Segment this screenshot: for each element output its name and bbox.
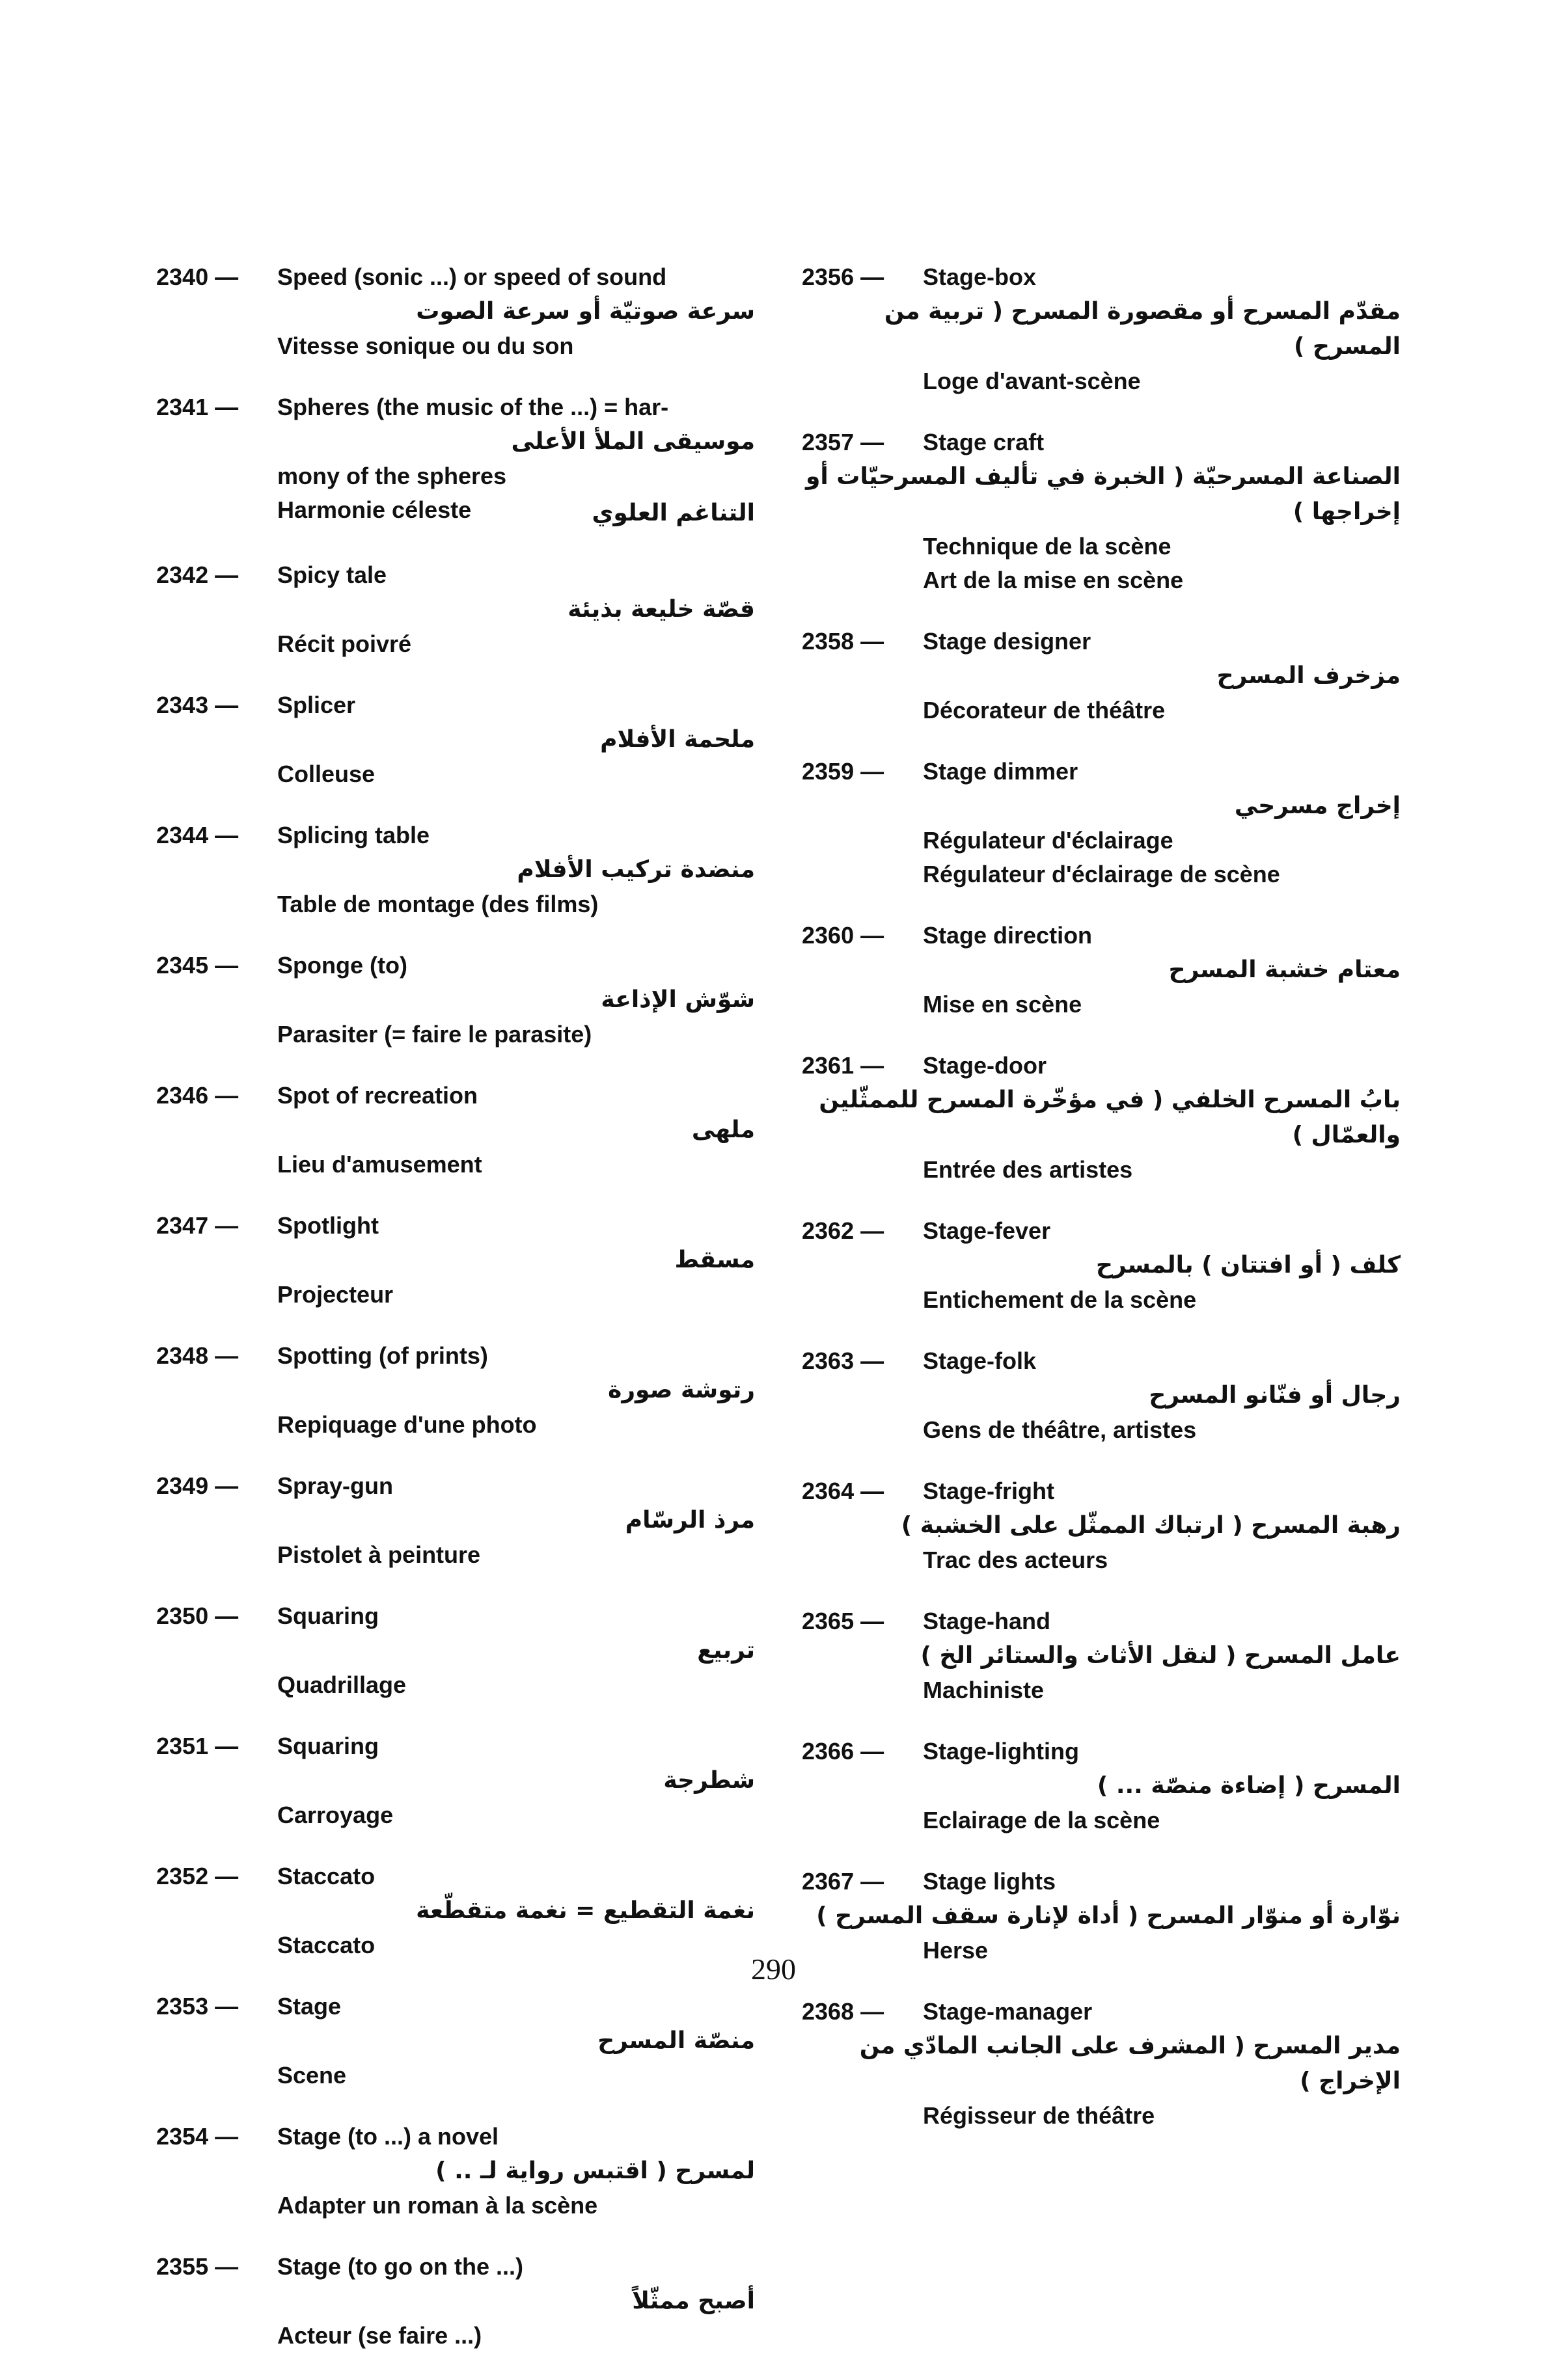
dictionary-entry [802,1604,1401,1707]
arabic-translation: مزخرف المسرح [1216,662,1401,689]
arabic-translation: معتام خشبة المسرح [1168,956,1401,983]
entry-number: 2342 — [156,561,239,588]
entry-headline [156,1859,755,1893]
entry-headline [802,919,1401,953]
entry-term: Stage-hand [923,1608,1051,1634]
entry-term: Stage lights [923,1868,1056,1895]
entry-number: 2368 — [802,1998,884,2025]
entry-headline [156,558,755,592]
entry-term: Spray-gun [277,1472,394,1499]
dictionary-entry [156,688,755,791]
arabic-translation: شوّش الإذاعة [601,986,755,1013]
arabic-translation: منضدة تركيب الأفلام [517,856,755,883]
entry-number: 2353 — [156,1993,239,2020]
entry-line: Entichement de la scène [923,1286,1197,1313]
entry-line: Projecteur [277,1281,394,1308]
entry-number: 2340 — [156,264,239,290]
dictionary-entry [156,818,755,921]
entry-headline [802,1995,1401,2029]
entry-headline [802,755,1401,789]
entry-number: 2343 — [156,692,239,718]
entry-term: Stage-box [923,264,1037,290]
dictionary-entry [802,1995,1401,2133]
entry-line: Régisseur de théâtre [923,2102,1155,2129]
dictionary-entry [156,1469,755,1572]
arabic-translation: منصّة المسرح [597,2027,755,2054]
arabic-translation: قصّة خليعة بذيئة [568,596,755,623]
entry-term: Squaring [277,1733,379,1759]
entry-headline [802,1735,1401,1768]
entry-term: Spicy tale [277,561,387,588]
dictionary-entry [156,1079,755,1182]
entry-line: Décorateur de théâtre [923,697,1166,723]
dictionary-entry [156,1859,755,1962]
dictionary-entry [802,1474,1401,1577]
arabic-translation: رتوشة صورة [608,1377,755,1403]
entry-term: Stage-fever [923,1217,1051,1244]
entry-headline [156,2250,755,2284]
arabic-translation: بابُ المسرح الخلفي ( في مؤخّرة المسرح للممثّلين والعمّال ) [819,1087,1401,1148]
entry-line: Staccato [277,1932,376,1958]
dictionary-entry [802,426,1401,597]
entry-headline [802,1344,1401,1378]
dictionary-entry [156,1990,755,2092]
entry-line: Eclairage de la scène [923,1807,1160,1833]
arabic-translation: مقدّم المسرح أو مقصورة المسرح ( تربية من المسرح ) [884,298,1401,360]
arabic-translation: أصبح ممثّلاً [632,2288,755,2314]
arabic-translation: الصناعة المسرحيّة ( الخبرة في تأليف المسرحيّات أو إخراجها ) [806,463,1401,525]
entry-number: 2362 — [802,1217,884,1244]
entry-line: Harmonie céleste [277,496,472,523]
entry-term: Stage dimmer [923,758,1078,785]
entry-term: Speed (sonic ...) or speed of sound [277,264,667,290]
entry-number: 2341 — [156,394,239,420]
entry-headline [802,1214,1401,1248]
entry-headline [802,1049,1401,1083]
entry-line: Pistolet à peinture [277,1541,481,1568]
entry-term: Spotlight [277,1212,379,1239]
dictionary-entry [802,1735,1401,1837]
entry-line: Entrée des artistes [923,1156,1133,1183]
entry-headline [156,390,755,424]
arabic-translation: شطرجة [663,1767,755,1794]
entry-line: mony of the spheres [277,463,507,489]
entry-term: Stage-folk [923,1347,1037,1374]
entry-line: Herse [923,1937,989,1964]
arabic-translation: عامل المسرح ( لنقل الأثاث والستائر الخ ) [920,1642,1401,1669]
entry-headline [156,688,755,722]
dictionary-entry [802,755,1401,891]
entry-term: Stage (to go on the ...) [277,2253,523,2280]
entry-line: Colleuse [277,761,376,787]
entry-line: Technique de la scène [923,533,1171,560]
entry-term: Sponge (to) [277,952,407,979]
dictionary-entry [802,625,1401,727]
entry-number: 2355 — [156,2253,239,2280]
entry-number: 2359 — [802,758,884,785]
entry-number: 2345 — [156,952,239,979]
entry-headline [156,949,755,982]
arabic-translation: نغمة التقطيع = نغمة متقطّعة [416,1897,755,1924]
entry-line: Gens de théâtre, artistes [923,1416,1197,1443]
arabic-translation-secondary: التناغم العلوي [592,500,755,526]
entry-number: 2358 — [802,628,884,655]
entry-term: Stage-door [923,1052,1047,1079]
entry-headline [802,426,1401,459]
dictionary-entry [802,919,1401,1021]
entry-number: 2350 — [156,1602,239,1629]
arabic-translation: موسيقى الملأ الأعلى [511,428,755,455]
entry-number: 2349 — [156,1472,239,1499]
entry-line: Machiniste [923,1677,1045,1703]
arabic-translation: رجال أو فنّانو المسرح [1149,1382,1401,1409]
entry-term: Splicer [277,692,356,718]
arabic-translation: مدير المسرح ( المشرف على الجانب المادّي من الإخراج ) [859,2033,1401,2094]
entry-line: Régulateur d'éclairage [923,827,1173,854]
dictionary-entry [156,2250,755,2353]
entry-number: 2365 — [802,1608,884,1634]
entry-term: Stage direction [923,922,1093,949]
entry-headline [156,818,755,852]
arabic-translation: رهبة المسرح ( ارتباك الممثّل على الخشبة ) [901,1512,1401,1539]
dictionary-entry [156,1599,755,1702]
dictionary-entry [156,2120,755,2223]
entry-line: Lieu d'amusement [277,1151,482,1178]
entry-term: Spot of recreation [277,1082,478,1109]
entry-headline [802,1604,1401,1638]
entry-number: 2357 — [802,429,884,455]
entry-term: Stage craft [923,429,1045,455]
dictionary-entry [156,949,755,1051]
entry-headline [802,1865,1401,1899]
entry-number: 2351 — [156,1733,239,1759]
entry-line: Repiquage d'une photo [277,1411,537,1438]
entry-line: Parasiter (= faire le parasite) [277,1021,592,1048]
entry-number: 2354 — [156,2123,239,2150]
entry-line: Table de montage (des films) [277,891,599,917]
entry-line: Trac des acteurs [923,1547,1108,1573]
dictionary-entry [156,260,755,363]
entry-headline [156,1469,755,1503]
entry-number: 2361 — [802,1052,884,1079]
arabic-translation: كلف ( أو افتتان ) بالمسرح [1096,1252,1401,1278]
arabic-translation: لمسرح ( اقتبس رواية لـ .. ) [435,2157,755,2184]
entry-number: 2346 — [156,1082,239,1109]
entry-number: 2364 — [802,1478,884,1504]
entry-term: Splicing table [277,822,430,848]
entry-line: Art de la mise en scène [923,567,1184,593]
entry-headline [802,625,1401,658]
right-column [802,260,1401,2160]
entry-term: Stage-manager [923,1998,1093,2025]
arabic-translation: نوّارة أو منوّار المسرح ( أداة لإنارة سقف المسرح ) [816,1902,1401,1929]
page-number: 290 [751,1953,796,1986]
entry-term: Staccato [277,1863,376,1889]
dictionary-entry [802,1049,1401,1187]
left-column [156,260,755,2380]
arabic-translation: تربيع [697,1637,755,1664]
entry-line: Acteur (se faire ...) [277,2322,482,2349]
entry-term: Stage [277,1993,342,2020]
entry-headline [802,260,1401,294]
entry-headline [156,1079,755,1113]
entry-term: Stage-lighting [923,1738,1079,1765]
entry-term: Spotting (of prints) [277,1342,488,1369]
entry-headline [156,1209,755,1243]
entry-line: Carroyage [277,1802,394,1828]
entry-number: 2348 — [156,1342,239,1369]
arabic-translation: سرعة صوتيّة أو سرعة الصوت [416,298,755,325]
entry-line: Récit poivré [277,630,412,657]
entry-number: 2367 — [802,1868,884,1895]
entry-number: 2363 — [802,1347,884,1374]
arabic-translation: ملهى [691,1116,755,1143]
dictionary-entry [156,1209,755,1312]
arabic-translation: إخراج مسرحي [1234,792,1401,819]
entry-headline [156,1990,755,2023]
entry-number: 2360 — [802,922,884,949]
entry-line: Vitesse sonique ou du son [277,332,574,359]
entry-term: Spheres (the music of the ...) = har- [277,394,669,420]
entry-line: Scene [277,2062,347,2089]
entry-headline [156,260,755,294]
entry-number: 2366 — [802,1738,884,1765]
entry-headline [156,2120,755,2154]
dictionary-entry [156,1729,755,1832]
dictionary-entry [156,558,755,661]
entry-term: Stage (to ...) a novel [277,2123,499,2150]
entry-headline [156,1729,755,1763]
dictionary-entry [802,1344,1401,1447]
entry-line: Quadrillage [277,1671,407,1698]
entry-term: Stage-fright [923,1478,1054,1504]
entry-term: Stage designer [923,628,1091,655]
entry-headline [802,1474,1401,1508]
entry-line: Adapter un roman à la scène [277,2192,598,2219]
arabic-translation: المسرح ( إضاءة منصّة ... ) [1097,1772,1401,1799]
arabic-translation: مرذ الرسّام [625,1507,755,1534]
arabic-translation: مسقط [674,1247,755,1273]
entry-line: Mise en scène [923,991,1082,1018]
entry-line: Loge d'avant-scène [923,368,1141,394]
dictionary-entry [156,390,755,531]
entry-number: 2356 — [802,264,884,290]
dictionary-entry [802,260,1401,398]
entry-number: 2344 — [156,822,239,848]
entry-headline [156,1339,755,1373]
dictionary-entry [156,1339,755,1442]
entry-number: 2352 — [156,1863,239,1889]
entry-headline [156,1599,755,1633]
entry-number: 2347 — [156,1212,239,1239]
dictionary-entry [802,1214,1401,1317]
entry-line: Régulateur d'éclairage de scène [923,861,1280,887]
arabic-translation: ملحمة الأفلام [600,726,755,753]
entry-term: Squaring [277,1602,379,1629]
